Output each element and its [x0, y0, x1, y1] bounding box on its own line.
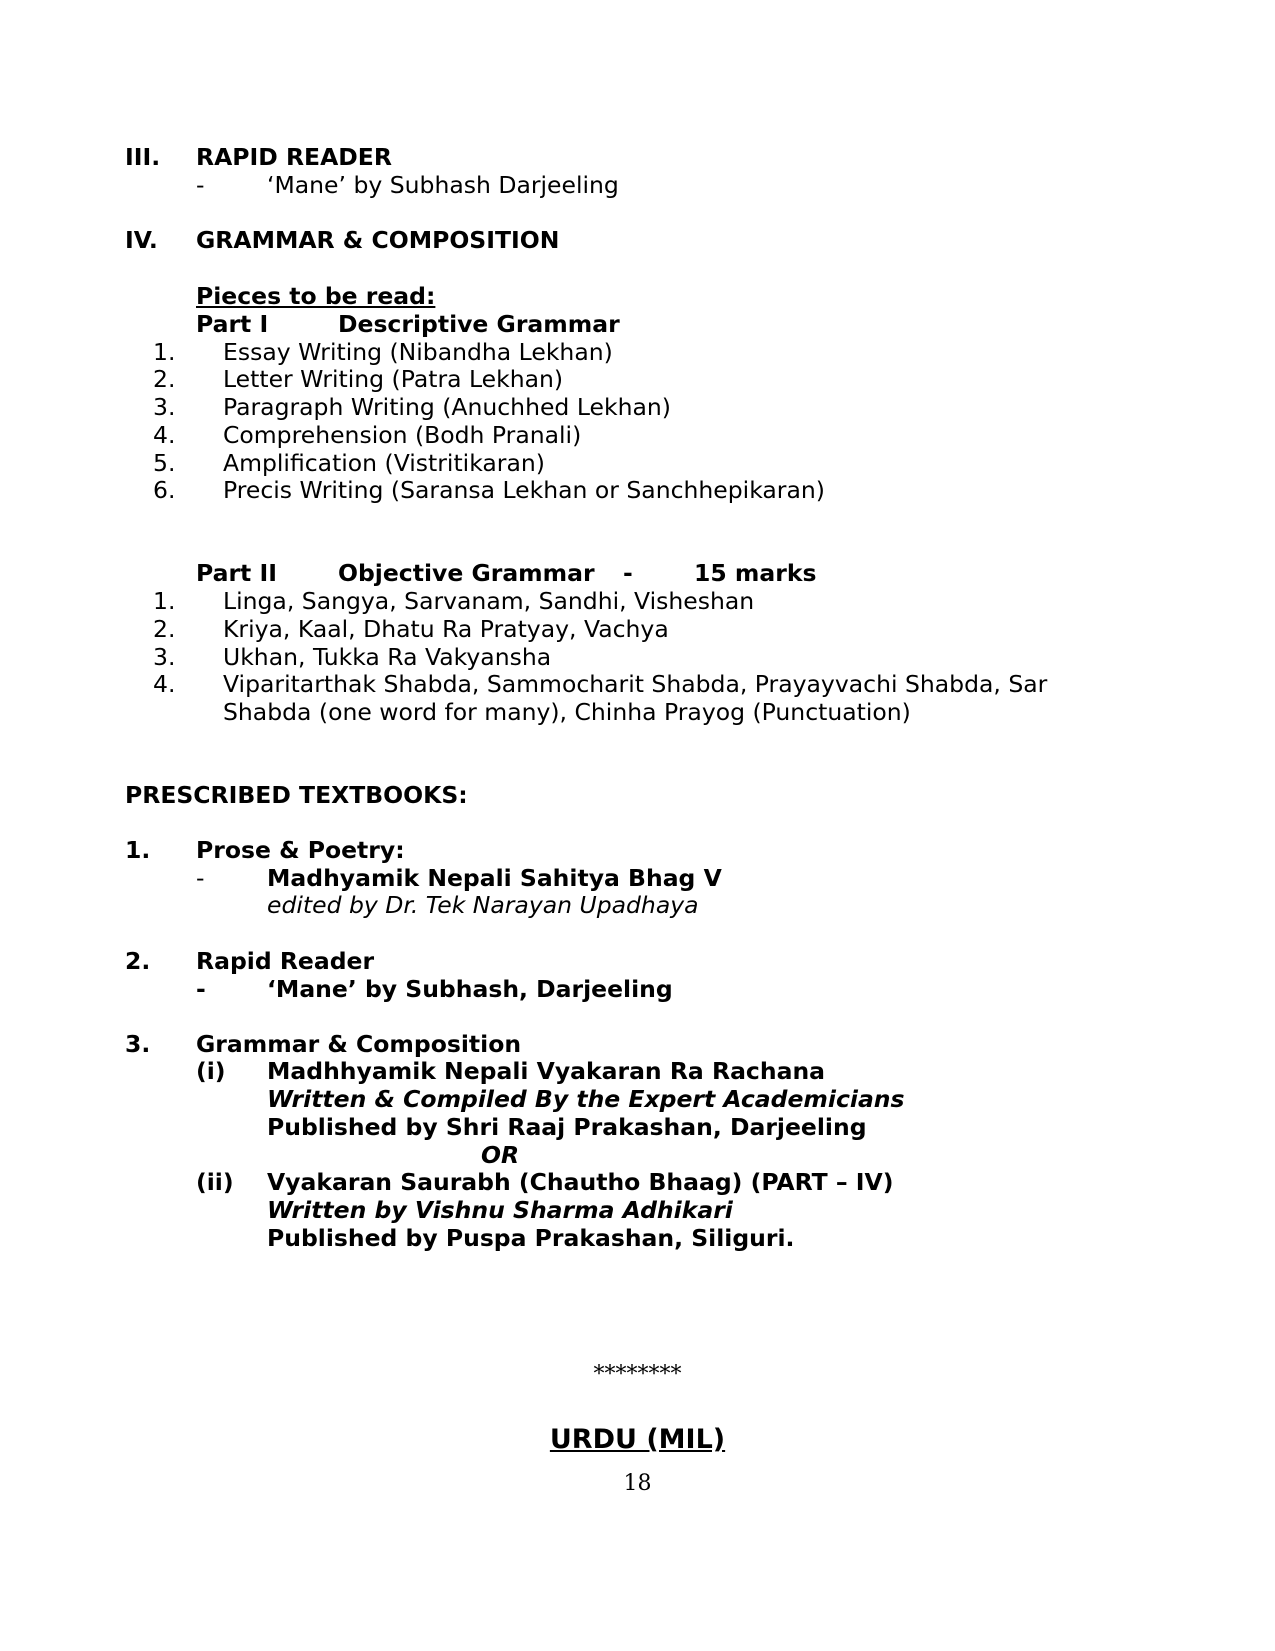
- part2-item-num: 4.: [153, 670, 176, 698]
- section-iii-item: ‘Mane’ by Subhash Darjeeling: [267, 171, 619, 199]
- part1-item-num: 6.: [153, 476, 176, 504]
- book3-opt1-author: Written & Compiled By the Expert Academicians: [267, 1085, 905, 1113]
- part2-item-continuation: Shabda (one word for many), Chinha Prayog (Punctuation): [223, 698, 911, 726]
- part1-item: Comprehension (Bodh Pranali): [223, 421, 582, 449]
- part1-item: Amplification (Vistritikaran): [223, 449, 545, 477]
- part2-item-num: 2.: [153, 615, 176, 643]
- part2-item-num: 3.: [153, 643, 176, 671]
- section-iii-item-dash: -: [196, 171, 205, 199]
- section-iv-heading: GRAMMAR & COMPOSITION: [196, 226, 560, 254]
- book1-title: Prose & Poetry:: [196, 836, 405, 864]
- book1-dash: -: [196, 864, 205, 892]
- page-number: 18: [623, 1471, 652, 1496]
- part2-item: Linga, Sangya, Sarvanam, Sandhi, Visheshan: [223, 587, 755, 615]
- part2-item: Kriya, Kaal, Dhatu Ra Pratyay, Vachya: [223, 615, 669, 643]
- part1-item: Paragraph Writing (Anuchhed Lekhan): [223, 393, 671, 421]
- part2-item: Viparitarthak Shabda, Sammocharit Shabda, Prayayvachi Shabda, Sar: [223, 670, 1048, 698]
- book2-title: Rapid Reader: [196, 947, 375, 975]
- part1-item-num: 3.: [153, 393, 176, 421]
- book1-name: Madhyamik Nepali Sahitya Bhag V: [267, 864, 722, 892]
- section-iii-numeral: III.: [125, 143, 161, 171]
- next-section-heading: URDU (MIL): [549, 1424, 726, 1455]
- separator-asterisks: ********: [593, 1362, 682, 1387]
- section-iv-numeral: IV.: [125, 226, 158, 254]
- book3-opt1-name: Madhhyamik Nepali Vyakaran Ra Rachana: [267, 1057, 826, 1085]
- part2-marks: 15 marks: [694, 559, 817, 587]
- book1-editor: edited by Dr. Tek Narayan Upadhaya: [267, 891, 699, 919]
- part2-title: Objective Grammar: [338, 559, 595, 587]
- part1-item-num: 5.: [153, 449, 176, 477]
- part2-item: Ukhan, Tukka Ra Vakyansha: [223, 643, 552, 671]
- book3-opt2-author: Written by Vishnu Sharma Adhikari: [267, 1196, 733, 1224]
- part1-item: Letter Writing (Patra Lekhan): [223, 365, 564, 393]
- book3-opt1-publisher: Published by Shri Raaj Prakashan, Darjeeling: [267, 1113, 867, 1141]
- book3-opt1-label: (i): [196, 1057, 226, 1085]
- section-iii-heading: RAPID READER: [196, 143, 392, 171]
- part2-dash: -: [623, 559, 633, 587]
- book3-title: Grammar & Composition: [196, 1030, 522, 1058]
- part1-item: Precis Writing (Saransa Lekhan or Sanchhepikaran): [223, 476, 825, 504]
- part1-item-num: 1.: [153, 338, 176, 366]
- book3-opt2-name: Vyakaran Saurabh (Chautho Bhaag) (PART – IV): [267, 1168, 894, 1196]
- book3-num: 3.: [125, 1030, 151, 1058]
- part2-item-num: 1.: [153, 587, 176, 615]
- book2-dash: -: [196, 975, 206, 1003]
- book3-opt2-publisher: Published by Puspa Prakashan, Siliguri.: [267, 1224, 795, 1252]
- book2-name: ‘Mane’ by Subhash, Darjeeling: [267, 975, 673, 1003]
- book2-num: 2.: [125, 947, 151, 975]
- part1-label: Part I: [196, 310, 269, 338]
- book3-opt2-label: (ii): [196, 1168, 234, 1196]
- book1-num: 1.: [125, 836, 151, 864]
- part1-item-num: 4.: [153, 421, 176, 449]
- book3-or: OR: [481, 1141, 520, 1169]
- textbooks-heading: PRESCRIBED TEXTBOOKS:: [125, 781, 468, 809]
- part2-label: Part II: [196, 559, 277, 587]
- pieces-heading: Pieces to be read:: [196, 282, 436, 310]
- part1-item-num: 2.: [153, 365, 176, 393]
- part1-item: Essay Writing (Nibandha Lekhan): [223, 338, 613, 366]
- part1-title: Descriptive Grammar: [338, 310, 620, 338]
